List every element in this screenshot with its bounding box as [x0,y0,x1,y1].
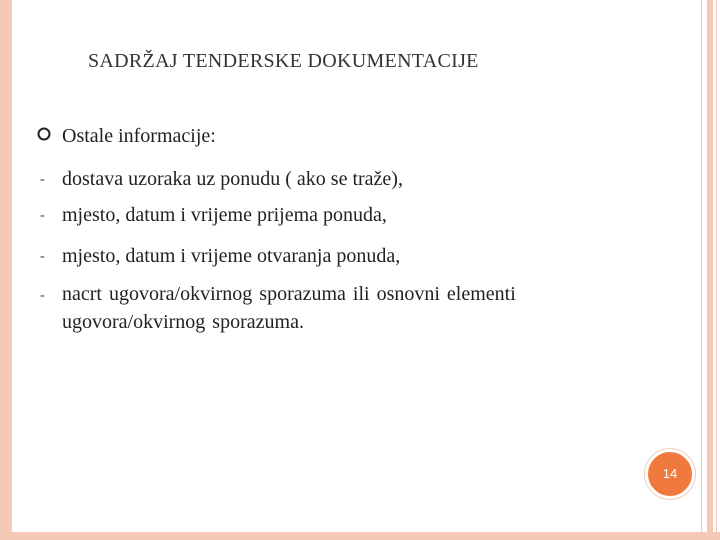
list-marker: - [40,249,45,264]
frame-left-border [0,0,12,540]
frame-bottom-border [12,532,720,540]
list-marker: - [40,208,45,223]
list-marker: - [40,288,45,303]
frame-right-border [707,0,713,540]
page-number-badge: 14 [645,449,695,499]
frame-right-edge-line [716,0,717,540]
list-item: mjesto, datum i vrijeme otvaranja ponuda, [62,245,401,267]
circle-bullet-icon [36,126,52,142]
frame-right-inner-line [701,0,702,540]
slide-title: SADRŽAJ TENDERSKE DOKUMENTACIJE [88,50,479,72]
list-item: mjesto, datum i vrijeme prijema ponuda, [62,204,387,226]
list-item: dostava uzoraka uz ponudu ( ako se traže), [62,168,403,190]
list-marker: - [40,172,45,187]
heading-text: Ostale informacije: [62,125,216,147]
list-item: nacrt ugovora/okvirnog sporazuma ili osnovni elementi ugovora/okvirnog sporazuma. [62,283,516,333]
